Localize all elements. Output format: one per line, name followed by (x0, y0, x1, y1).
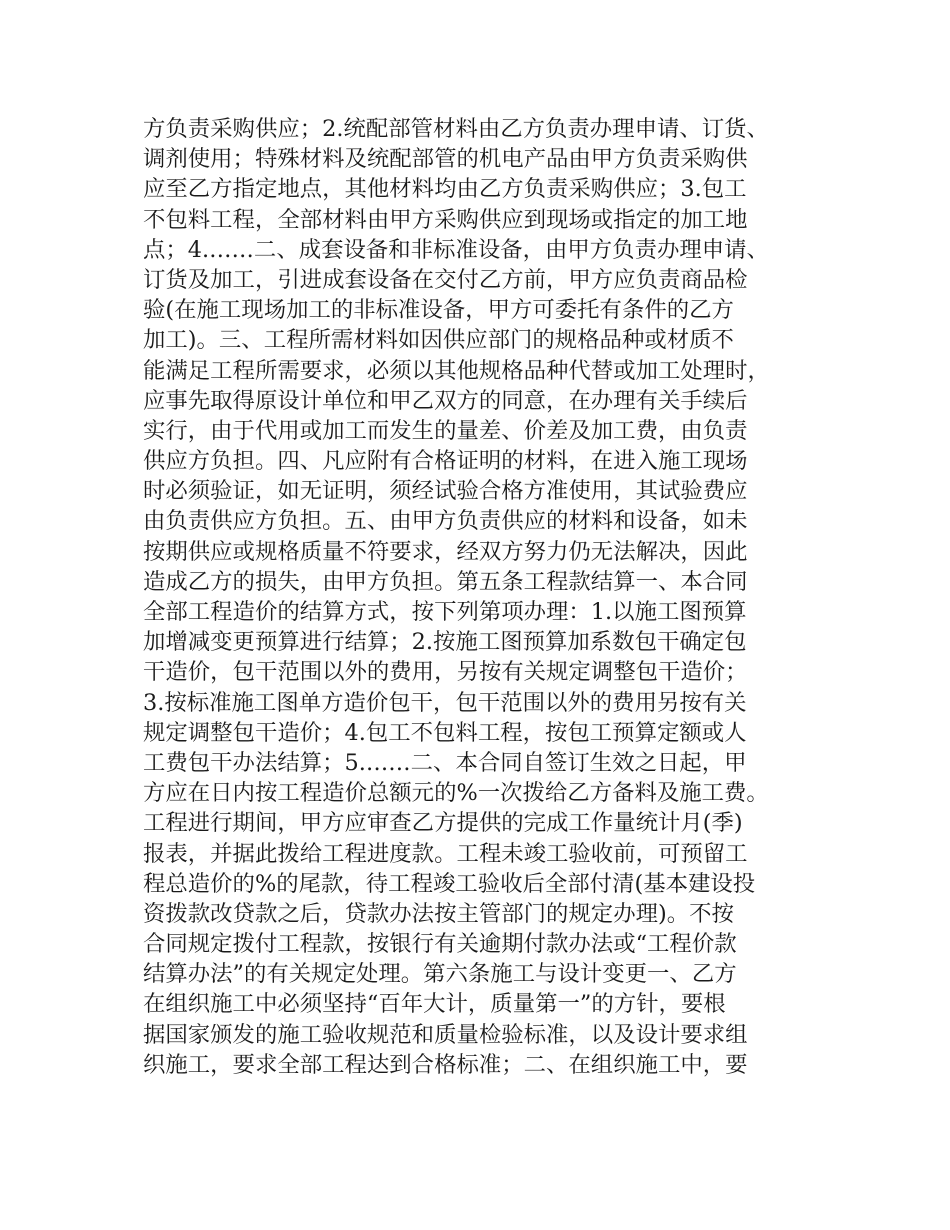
text-line-8: 加工)。三、工程所需材料如因供应部门的规格品种或材质不 (143, 327, 734, 354)
text-line-22: 工费包干办法结算；5.……二、本合同自签订生效之日起，甲 (143, 749, 747, 776)
text-line-7: 验(在施工现场加工的非标准设备，甲方可委托有条件的乙方 (143, 297, 734, 324)
text-line-6: 订货及加工，引进成套设备在交付乙方前，甲方应负责商品检 (143, 266, 748, 293)
text-line-3: 应至乙方指定地点，其他材料均由乙方负责采购供应；3.包工 (143, 176, 747, 203)
text-line-14: 由负责供应方负担。五、由甲方负责供应的材料和设备，如未 (143, 508, 748, 535)
text-line-30: 在组织施工中必须坚持“百年大计，质量第一”的方针，要根 (143, 991, 726, 1018)
text-line-18: 加增减变更预算进行结算；2.按施工图预算加系数包干确定包 (143, 629, 747, 656)
text-line-27: 资拨款改贷款之后，贷款办法按主管部门的规定办理)。不按 (143, 900, 734, 927)
text-line-26: 程总造价的%的尾款，待工程竣工验收后全部付清(基本建设投 (143, 870, 756, 897)
text-line-21: 规定调整包干造价；4.包工不包料工程，按包工预算定额或人 (143, 719, 747, 746)
text-line-15: 按期供应或规格质量不符要求，经双方努力仍无法解决，因此 (143, 538, 748, 565)
text-line-29: 结算办法”的有关规定处理。第六条施工与设计变更一、乙方 (143, 961, 737, 988)
text-line-17: 全部工程造价的结算方式，按下列第项办理：1.以施工图预算 (143, 599, 747, 625)
text-line-1: 方负责采购供应；2.统配部管材料由乙方负责办理申请、订货、 (143, 116, 769, 142)
text-line-13: 时必须验证，如无证明，须经试验合格方准使用，其试验费应 (143, 478, 748, 505)
text-line-2: 调剂使用；特殊材料及统配部管的机电产品由甲方负责采购供 (143, 146, 748, 173)
text-line-10: 应事先取得原设计单位和甲乙双方的同意，在办理有关手续后 (143, 387, 748, 414)
text-line-24: 工程进行期间，甲方应审查乙方提供的完成工作量统计月(季) (143, 810, 743, 837)
text-line-32: 织施工，要求全部工程达到合格标准；二、在组织施工中，要 (143, 1051, 748, 1078)
text-line-23: 方应在日内按工程造价总额元的%一次拨给乙方备料及施工费。 (143, 780, 769, 807)
text-line-4: 不包料工程，全部材料由甲方采购供应到现场或指定的加工地 (143, 206, 748, 233)
text-line-20: 3.按标准施工图单方造价包干，包干范围以外的费用另按有关 (143, 689, 747, 716)
text-line-16: 造成乙方的损失，由甲方负担。第五条工程款结算一、本合同 (143, 568, 748, 595)
text-line-25: 报表，并据此拨给工程进度款。工程未竣工验收前，可预留工 (143, 840, 748, 867)
text-line-31: 据国家颁发的施工验收规范和质量检验标准，以及设计要求组 (143, 1021, 748, 1048)
text-line-19: 干造价，包干范围以外的费用，另按有关规定调整包干造价； (143, 659, 748, 686)
text-line-5: 点；4.……二、成套设备和非标准设备，由甲方负责办理申请、 (143, 236, 769, 263)
text-line-12: 供应方负担。四、凡应附有合格证明的材料，在进入施工现场 (143, 448, 748, 475)
text-line-11: 实行，由于代用或加工而发生的量差、价差及加工费，由负责 (143, 417, 748, 444)
contract-body-text (143, 114, 833, 1080)
text-line-28: 合同规定拨付工程款，按银行有关逾期付款办法或“工程价款 (143, 931, 737, 958)
text-line-9: 能满足工程所需要求，必须以其他规格品种代替或加工处理时， (143, 357, 770, 384)
